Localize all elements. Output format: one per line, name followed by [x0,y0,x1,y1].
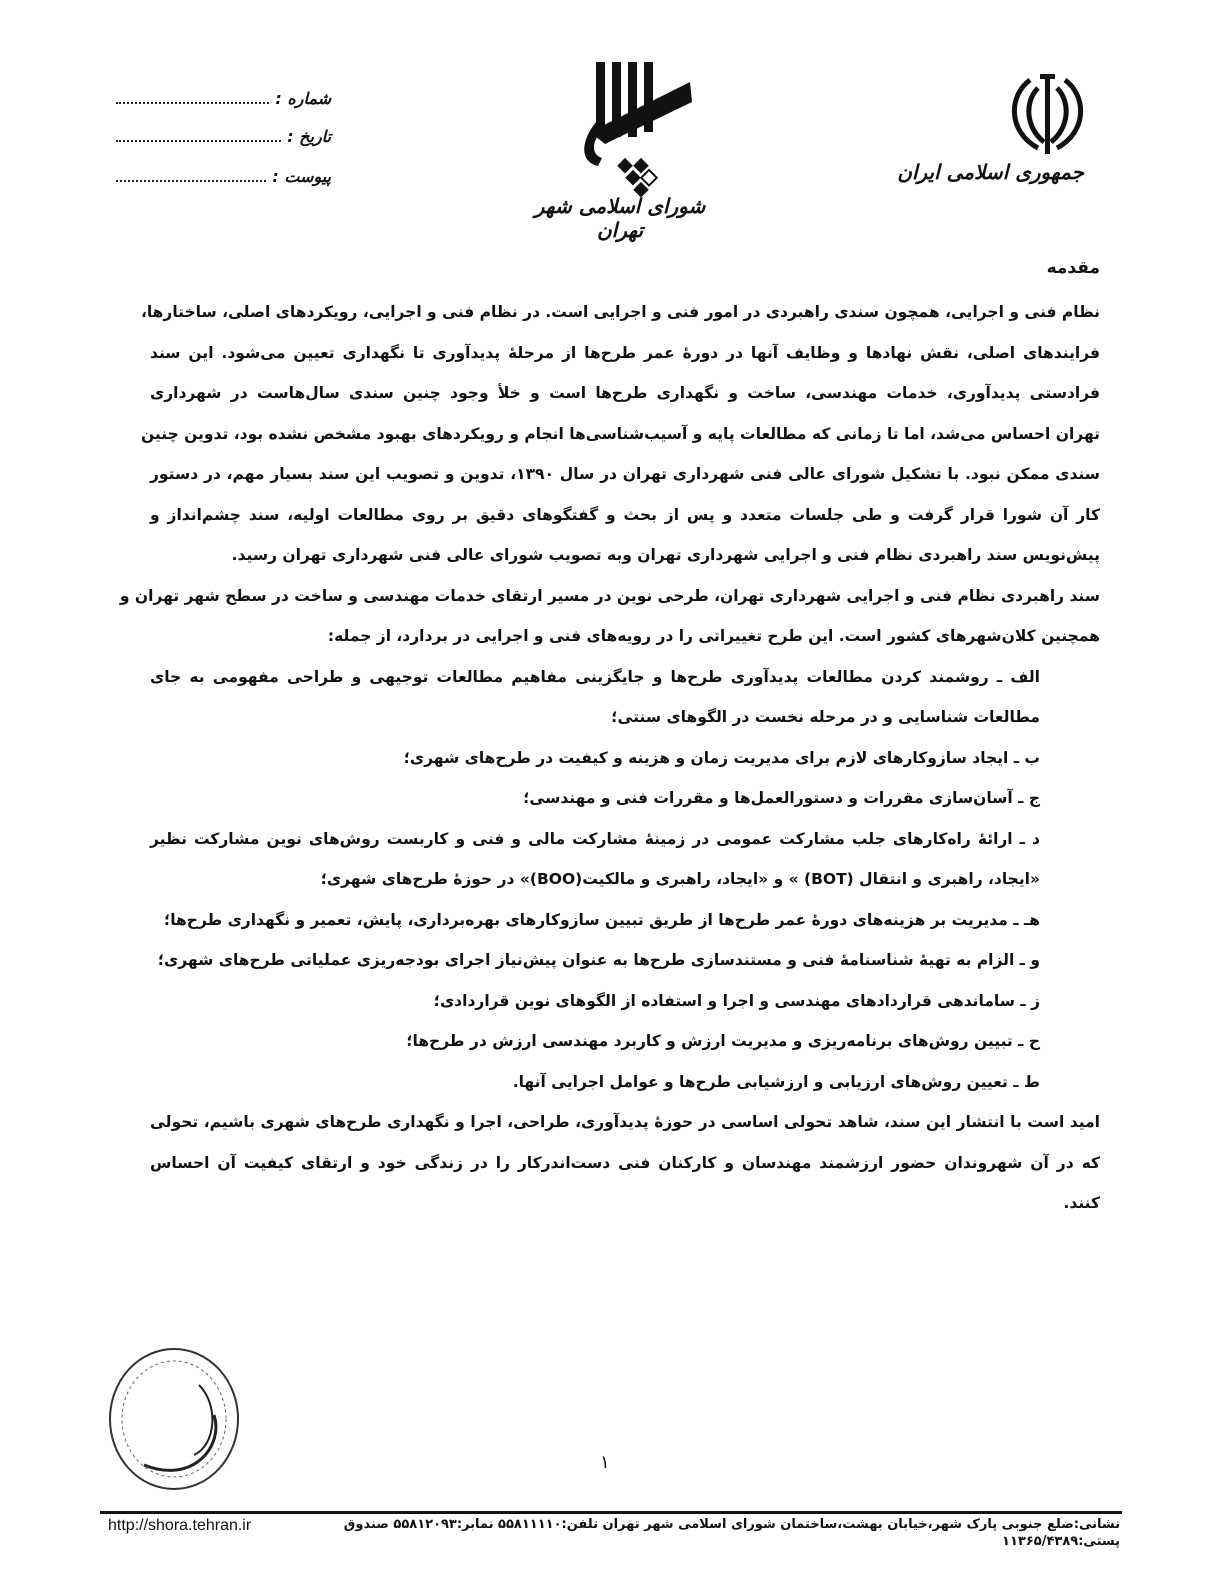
text-line: همچنین کلان‌شهرهای کشور است. این طرح تغییراتی را در رویه‌های فنی و اجرایی در بردارد، از جمله: [327,627,1100,645]
text-line: «ایجاد، راهبری و انتقال (BOT) » و «ایجاد، راهبری و مالکیت(BOO)» در حوزهٔ طرح‌های شهری؛ [320,870,1040,888]
footer-address: نشانی:ضلع جنوبی پارک شهر،خیابان بهشت،ساختمان شورای اسلامی شهر تهران تلفن:۵۵۸۱۱۱۱۰ نمابر:۵۵۸۱۲۰۹۳ صندوق پستی:۱۱۳۶۵/۴۳۸۹ [343,1517,1120,1549]
text-line: که در آن شهروندان حضور ارزشمند مهندسان و کارکنان فنی دست‌اندرکار را در زندگی خود و ارتقای کیفیت آن احساس [150,1153,1100,1172]
text-line: و ـ الزام به تهیهٔ شناسنامهٔ فنی و مستندسازی طرح‌ها به عنوان پیش‌نیاز اجرای بودجه‌ریزی عملیاتی طرح‌های شهری؛ [157,951,1040,969]
text-line: کار آن شورا قرار گرفت و طی جلسات متعدد و پس از بحث و گفتگوهای دقیق بر روی مطالعات اولیه، سند چشم‌انداز و [150,505,1100,524]
section-heading: مقدمه [1046,258,1100,278]
text-line: پیش‌نویس سند راهبردی نظام فنی و اجرایی شهرداری تهران وبه تصویب شورای عالی فنی شهرداری تهران رسید. [231,546,1100,564]
text-line: ج ـ آسان‌سازی مقررات و دستورالعمل‌ها و مقررات فنی و مهندسی؛ [523,789,1040,807]
number-label: شماره : [275,89,331,108]
number-field [116,84,331,108]
footer-website-link[interactable]: http://shora.tehran.ir [108,1517,252,1534]
date-field [116,122,331,146]
text-line: ط ـ تعیین روش‌های ارزیابی و ارزشیابی طرح‌ها و عوامل اجرایی آنها. [512,1072,1040,1091]
text-line: کنند. [1063,1194,1100,1212]
text-line: ح ـ تبیین روش‌های برنامه‌ریزی و مدیریت ارزش و کاربرد مهندسی ارزش در طرح‌ها؛ [406,1032,1040,1050]
text-line: الف ـ روشمند کردن مطالعات پدیدآوری طرح‌ها و جایگزینی مفاهیم مطالعات توجیهی و طراحی مفهومی به جای [150,667,1040,686]
text-line: سند راهبردی نظام فنی و اجرایی شهرداری تهران، طرحی نوین در مسیر ارتقای خدمات مهندسی و ساخت در سطح شهر تهران و [119,586,1100,605]
attachment-label: پیوست : [272,167,331,186]
text-line: فرایندهای اصلی، نقش نهادها و وظایف آنها در دورهٔ عمر طرح‌ها از مرحلهٔ پدیدآوری تا نگهداری تعیین می‌شود. این سند [150,343,1100,362]
stamp-seal-icon [104,1345,244,1493]
text-line: ز ـ ساماندهی قراردادهای مهندسی و اجرا و استفاده از الگوهای نوین قراردادی؛ [433,991,1040,1010]
text-line: ب ـ ایجاد سازوکارهای لازم برای مدیریت زمان و هزینه و کیفیت در طرح‌های شهری؛ [403,748,1040,767]
council-name: شورای اسلامی شهر تهران [534,194,706,242]
text-line: مطالعات شناسایی و در مرحله نخست در الگوهای سنتی؛ [611,708,1040,726]
text-line: هـ ـ مدیریت بر هزینه‌های دورهٔ عمر طرح‌ها از طریق تبیین سازوکارهای بهره‌برداری، پایش، تعمیر و نگهداری طرح‌ها؛ [164,910,1040,929]
number-blank [116,102,269,104]
text-line: امید است با انتشار این سند، شاهد تحولی اساسی در حوزهٔ پدیدآوری، طراحی، اجرا و نگهداری طرح‌های شهری باشیم، تحولی [150,1113,1100,1131]
tehran-council-logo-icon [560,62,700,202]
text-line: تهران احساس می‌شد، اما تا زمانی که مطالعات پایه و آسیب‌شناسی‌ها انجام و رویکردهای بهبود مشخص نشده بود، تدوین چنین [140,424,1100,443]
text-line: نظام فنی و اجرایی، همچون سندی راهبردی در امور فنی و اجرایی است. در نظام فنی و اجرایی، رویکردهای اصلی، ساختارها، [140,303,1100,321]
date-label: تاریخ : [287,127,331,146]
page-number: ١ [600,1452,610,1473]
footer-divider [100,1511,1122,1514]
emblem-caption: جمهوری اسلامی ایران [897,160,1084,184]
iran-emblem-icon [1000,66,1095,158]
text-line: د ـ ارائهٔ راه‌کارهای جلب مشارکت عمومی در زمینهٔ مشارکت مالی و فنی و کاربست روش‌های نوین مشارکت نظیر [150,829,1040,848]
date-blank [116,140,281,142]
attachment-blank [116,180,266,182]
attachment-field [116,162,331,186]
text-line: سندی ممکن نبود. با تشکیل شورای عالی فنی شهرداری تهران در سال ۱۳۹۰، تدوین و تصویب این سند بسیار مهم، در دستور [150,465,1100,483]
text-line: فرادستی پدیدآوری، خدمات مهندسی، ساخت و نگهداری طرح‌ها است و خلأ وجود چنین سندی سال‌هاست در شهرداری [150,384,1100,402]
